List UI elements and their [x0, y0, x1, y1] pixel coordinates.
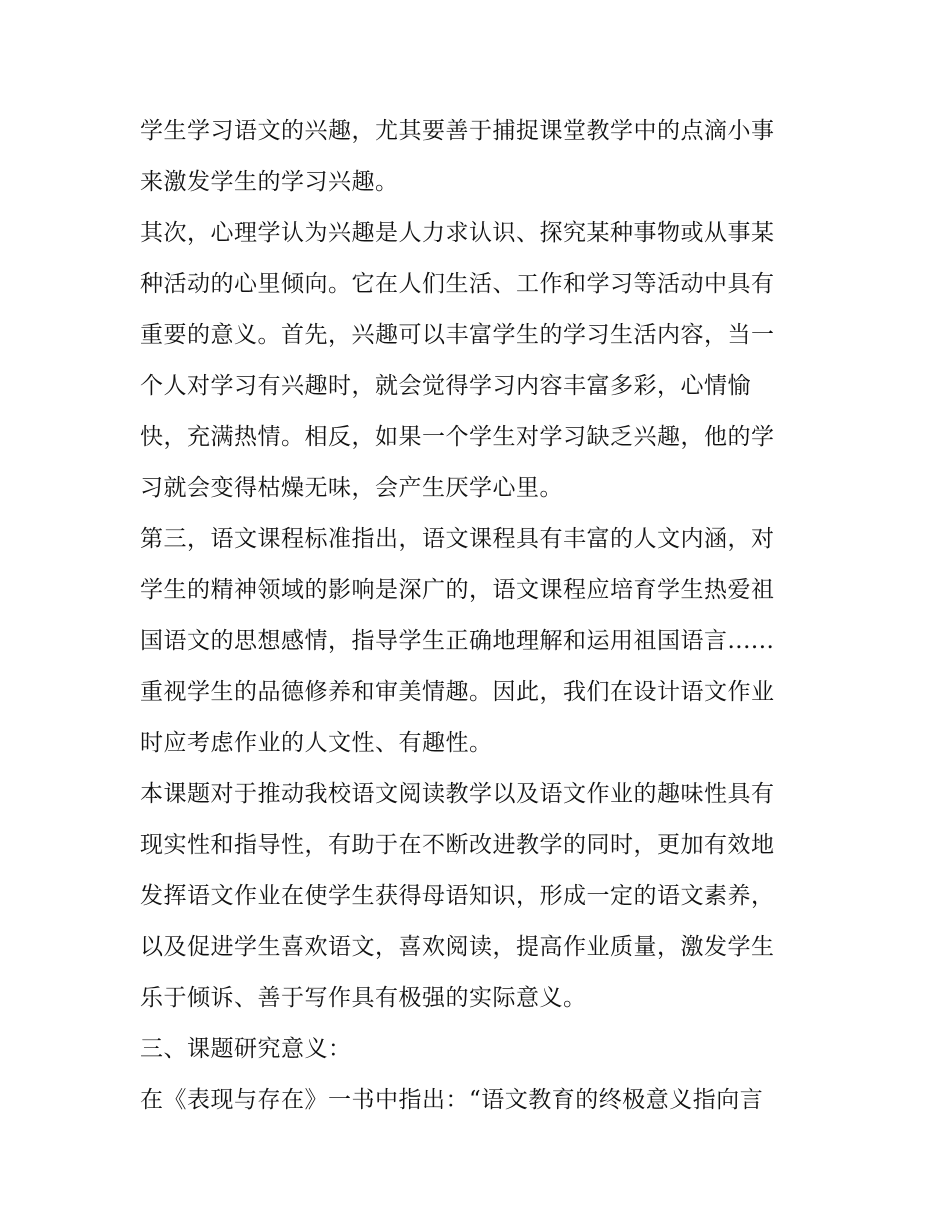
text-line: 本课题对于推动我校语文阅读教学以及语文作业的趣味性具有: [140, 781, 775, 807]
text-line: 第三，语文课程标准指出，语文课程具有丰富的人文内涵，对: [140, 526, 775, 552]
text-line: 学生学习语文的兴趣，尤其要善于捕捉课堂教学中的点滴小事: [140, 118, 775, 144]
text-line: 现实性和指导性，有助于在不断改进教学的同时，更加有效地: [140, 832, 775, 858]
section-heading: 三、课题研究意义：: [140, 1036, 352, 1062]
text-line: 在《表现与存在》一书中指出：“语文教育的终极意义指向言: [140, 1087, 764, 1113]
text-line: 以及促进学生喜欢语文，喜欢阅读，提高作业质量，激发学生: [140, 934, 775, 960]
text-line: 个人对学习有兴趣时，就会觉得学习内容丰富多彩，心情愉: [140, 373, 751, 399]
text-line: 时应考虑作业的人文性、有趣性。: [140, 730, 493, 756]
text-line: 发挥语文作业在使学生获得母语知识，形成一定的语文素养，: [140, 883, 775, 909]
text-line: 国语文的思想感情，指导学生正确地理解和运用祖国语言......: [140, 628, 775, 654]
text-line: 其次，心理学认为兴趣是人力求认识、探究某种事物或从事某: [140, 220, 775, 246]
text-line: 快，充满热情。相反，如果一个学生对学习缺乏兴趣，他的学: [140, 424, 775, 450]
text-line: 种活动的心里倾向。它在人们生活、工作和学习等活动中具有: [140, 271, 775, 297]
text-line: 学生的精神领域的影响是深广的，语文课程应培育学生热爱祖: [140, 577, 775, 603]
text-line: 来激发学生的学习兴趣。: [140, 169, 399, 195]
text-line: 重视学生的品德修养和审美情趣。因此，我们在设计语文作业: [140, 679, 775, 705]
body-text: [140, 106, 820, 1126]
text-line: 习就会变得枯燥无味，会产生厌学心里。: [140, 475, 563, 501]
text-line: 乐于倾诉、善于写作具有极强的实际意义。: [140, 985, 587, 1011]
text-line: 重要的意义。首先，兴趣可以丰富学生的学习生活内容，当一: [140, 322, 775, 348]
